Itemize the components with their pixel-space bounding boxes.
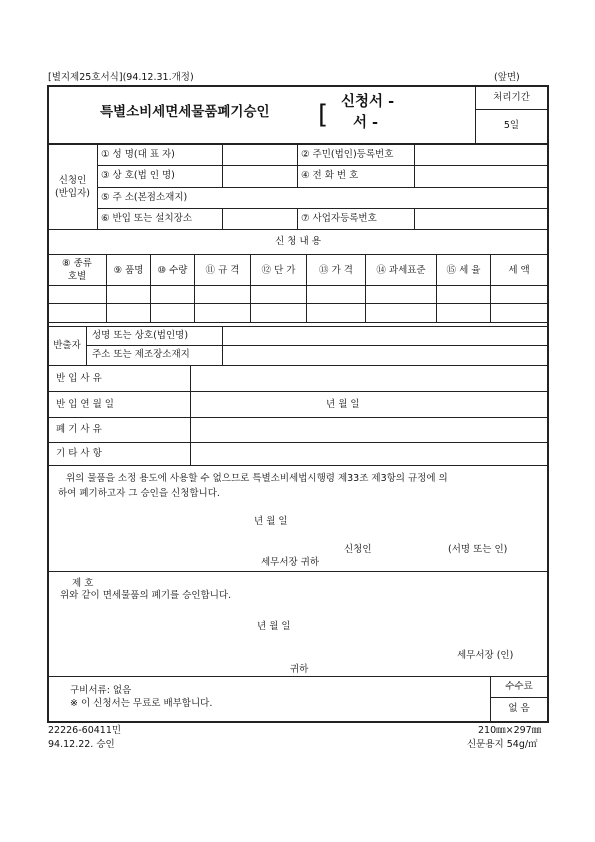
fee-line	[490, 697, 548, 698]
applicant-label: 신청인	[58, 175, 87, 186]
field-company-label: ③ 상 호(법 인 명)	[101, 170, 175, 181]
statement-line-1: 위의 물품을 소정 용도에 사용할 수 없으므로 특별소비세법시행령 제33조 제3항의 규정에 의	[66, 473, 448, 484]
details-line	[47, 322, 548, 323]
exporter-col-line	[222, 326, 223, 366]
info-line	[47, 391, 548, 392]
processing-period-value: 5일	[503, 120, 520, 131]
col-tax-amount-label: 세 액	[508, 265, 530, 276]
col-kind-label: ⑧ 종류	[62, 258, 92, 269]
applicant-col-line	[297, 208, 298, 229]
reason-label: 반 입 사 유	[56, 373, 102, 384]
fee-value: 없 음	[508, 703, 530, 714]
applicant-row-line	[97, 187, 548, 188]
applicant-sublabel: (반입자)	[55, 188, 90, 199]
info-col-line	[190, 365, 191, 465]
form-code: 22226-60411민	[48, 725, 122, 736]
exporter-side-divider	[86, 326, 87, 366]
col-tax-base-label: ⑭ 과세표준	[376, 265, 426, 276]
approval-date: 년 월 일	[257, 621, 291, 632]
details-line	[47, 326, 548, 327]
info-line	[47, 417, 548, 418]
statement-date: 년 월 일	[254, 516, 288, 527]
header-bottom	[47, 143, 549, 145]
field-bizno-label: ⑦ 사업자등록번호	[301, 213, 377, 224]
field-location-label: ⑥ 반입 또는 설치장소	[101, 213, 192, 224]
paper-size: 210㎜×297㎜	[478, 725, 542, 736]
page-side-label: (앞면)	[494, 72, 520, 83]
col-tax-rate-label: ⑮ 세 율	[446, 265, 481, 276]
applicant-row-line	[97, 208, 548, 209]
field-name-label: ① 성 명(대 표 자)	[101, 149, 175, 160]
exporter-bottom-line	[47, 365, 548, 366]
entry-date-value: 년 월 일	[326, 399, 360, 410]
applicant-col-line	[297, 144, 298, 187]
applicant-row-line	[97, 165, 548, 166]
proc-line	[475, 109, 547, 110]
exporter-address-label: 주소 또는 제조장소재지	[92, 349, 190, 360]
frame-right	[547, 85, 549, 723]
field-phone-label: ④ 전 화 번 호	[301, 170, 359, 181]
approval-date-note: 94.12.22. 승인	[48, 739, 115, 750]
approval-text: 위와 같이 면세물품의 폐기를 승인합니다.	[60, 590, 232, 601]
details-line	[47, 254, 548, 255]
paper-type: 신문용지 54g/㎡	[467, 739, 538, 750]
info-line	[47, 465, 548, 466]
required-docs: 구비서류: 없음	[70, 685, 132, 696]
doc-type-1: 신청서 -	[341, 94, 395, 110]
form-title: 특별소비세면세물품폐기승인	[100, 104, 270, 120]
statement-sign: (서명 또는 인)	[448, 544, 508, 555]
statement-bottom-line	[47, 571, 548, 572]
exporter-name-label: 성명 또는 상호(법인명)	[92, 330, 189, 341]
disposal-reason-label: 폐 기 사 유	[56, 424, 102, 435]
col-price-label: ⑬ 가 격	[319, 265, 353, 276]
approval-office: 세무서장 (인)	[457, 650, 514, 661]
col-kind-sublabel: 호별	[67, 271, 87, 282]
statement-line-2: 하여 폐기하고자 그 승인을 신청합니다.	[58, 488, 220, 499]
details-title: 신 청 내 용	[275, 236, 321, 247]
exporter-label: 반출자	[53, 340, 81, 351]
other-notes-label: 기 타 사 항	[56, 448, 102, 459]
info-line	[47, 442, 548, 443]
frame-top	[47, 85, 549, 87]
approval-number: 제 호	[72, 578, 94, 589]
title-bracket: [	[318, 100, 329, 130]
field-address-label: ⑤ 주 소(본점소재지)	[101, 192, 188, 203]
applicant-bottom-line	[47, 229, 548, 230]
applicant-col-line	[222, 208, 223, 229]
entry-date-label: 반 입 연 월 일	[56, 399, 114, 410]
applicant-col-line	[414, 208, 415, 229]
exporter-line	[86, 345, 548, 346]
processing-period-label: 처리기간	[493, 92, 530, 103]
col-qty-label: ⑩ 수량	[157, 265, 188, 276]
col-spec-label: ⑪ 규 격	[205, 265, 240, 276]
field-regno-label: ② 주민(법인)등록번호	[301, 149, 394, 160]
form-number: [별지제25호서식](94.12.31.개정)	[48, 72, 194, 83]
details-line	[47, 303, 548, 304]
fee-label: 수수료	[505, 681, 533, 692]
free-distribution-note: ※ 이 신청서는 무료로 배부합니다.	[70, 698, 213, 709]
statement-applicant: 신청인	[344, 544, 372, 555]
col-item-label: ⑨ 품명	[113, 265, 144, 276]
col-unit-price-label: ⑫ 단 가	[261, 265, 296, 276]
details-line	[47, 285, 548, 286]
frame-bottom	[47, 721, 549, 723]
approval-addressee: 귀하	[290, 664, 309, 675]
statement-addressee: 세무서장 귀하	[261, 557, 320, 568]
applicant-col-line	[414, 144, 415, 187]
applicant-col-line	[222, 144, 223, 187]
approval-bottom-line	[47, 676, 548, 677]
doc-type-2: 서 -	[353, 115, 379, 131]
